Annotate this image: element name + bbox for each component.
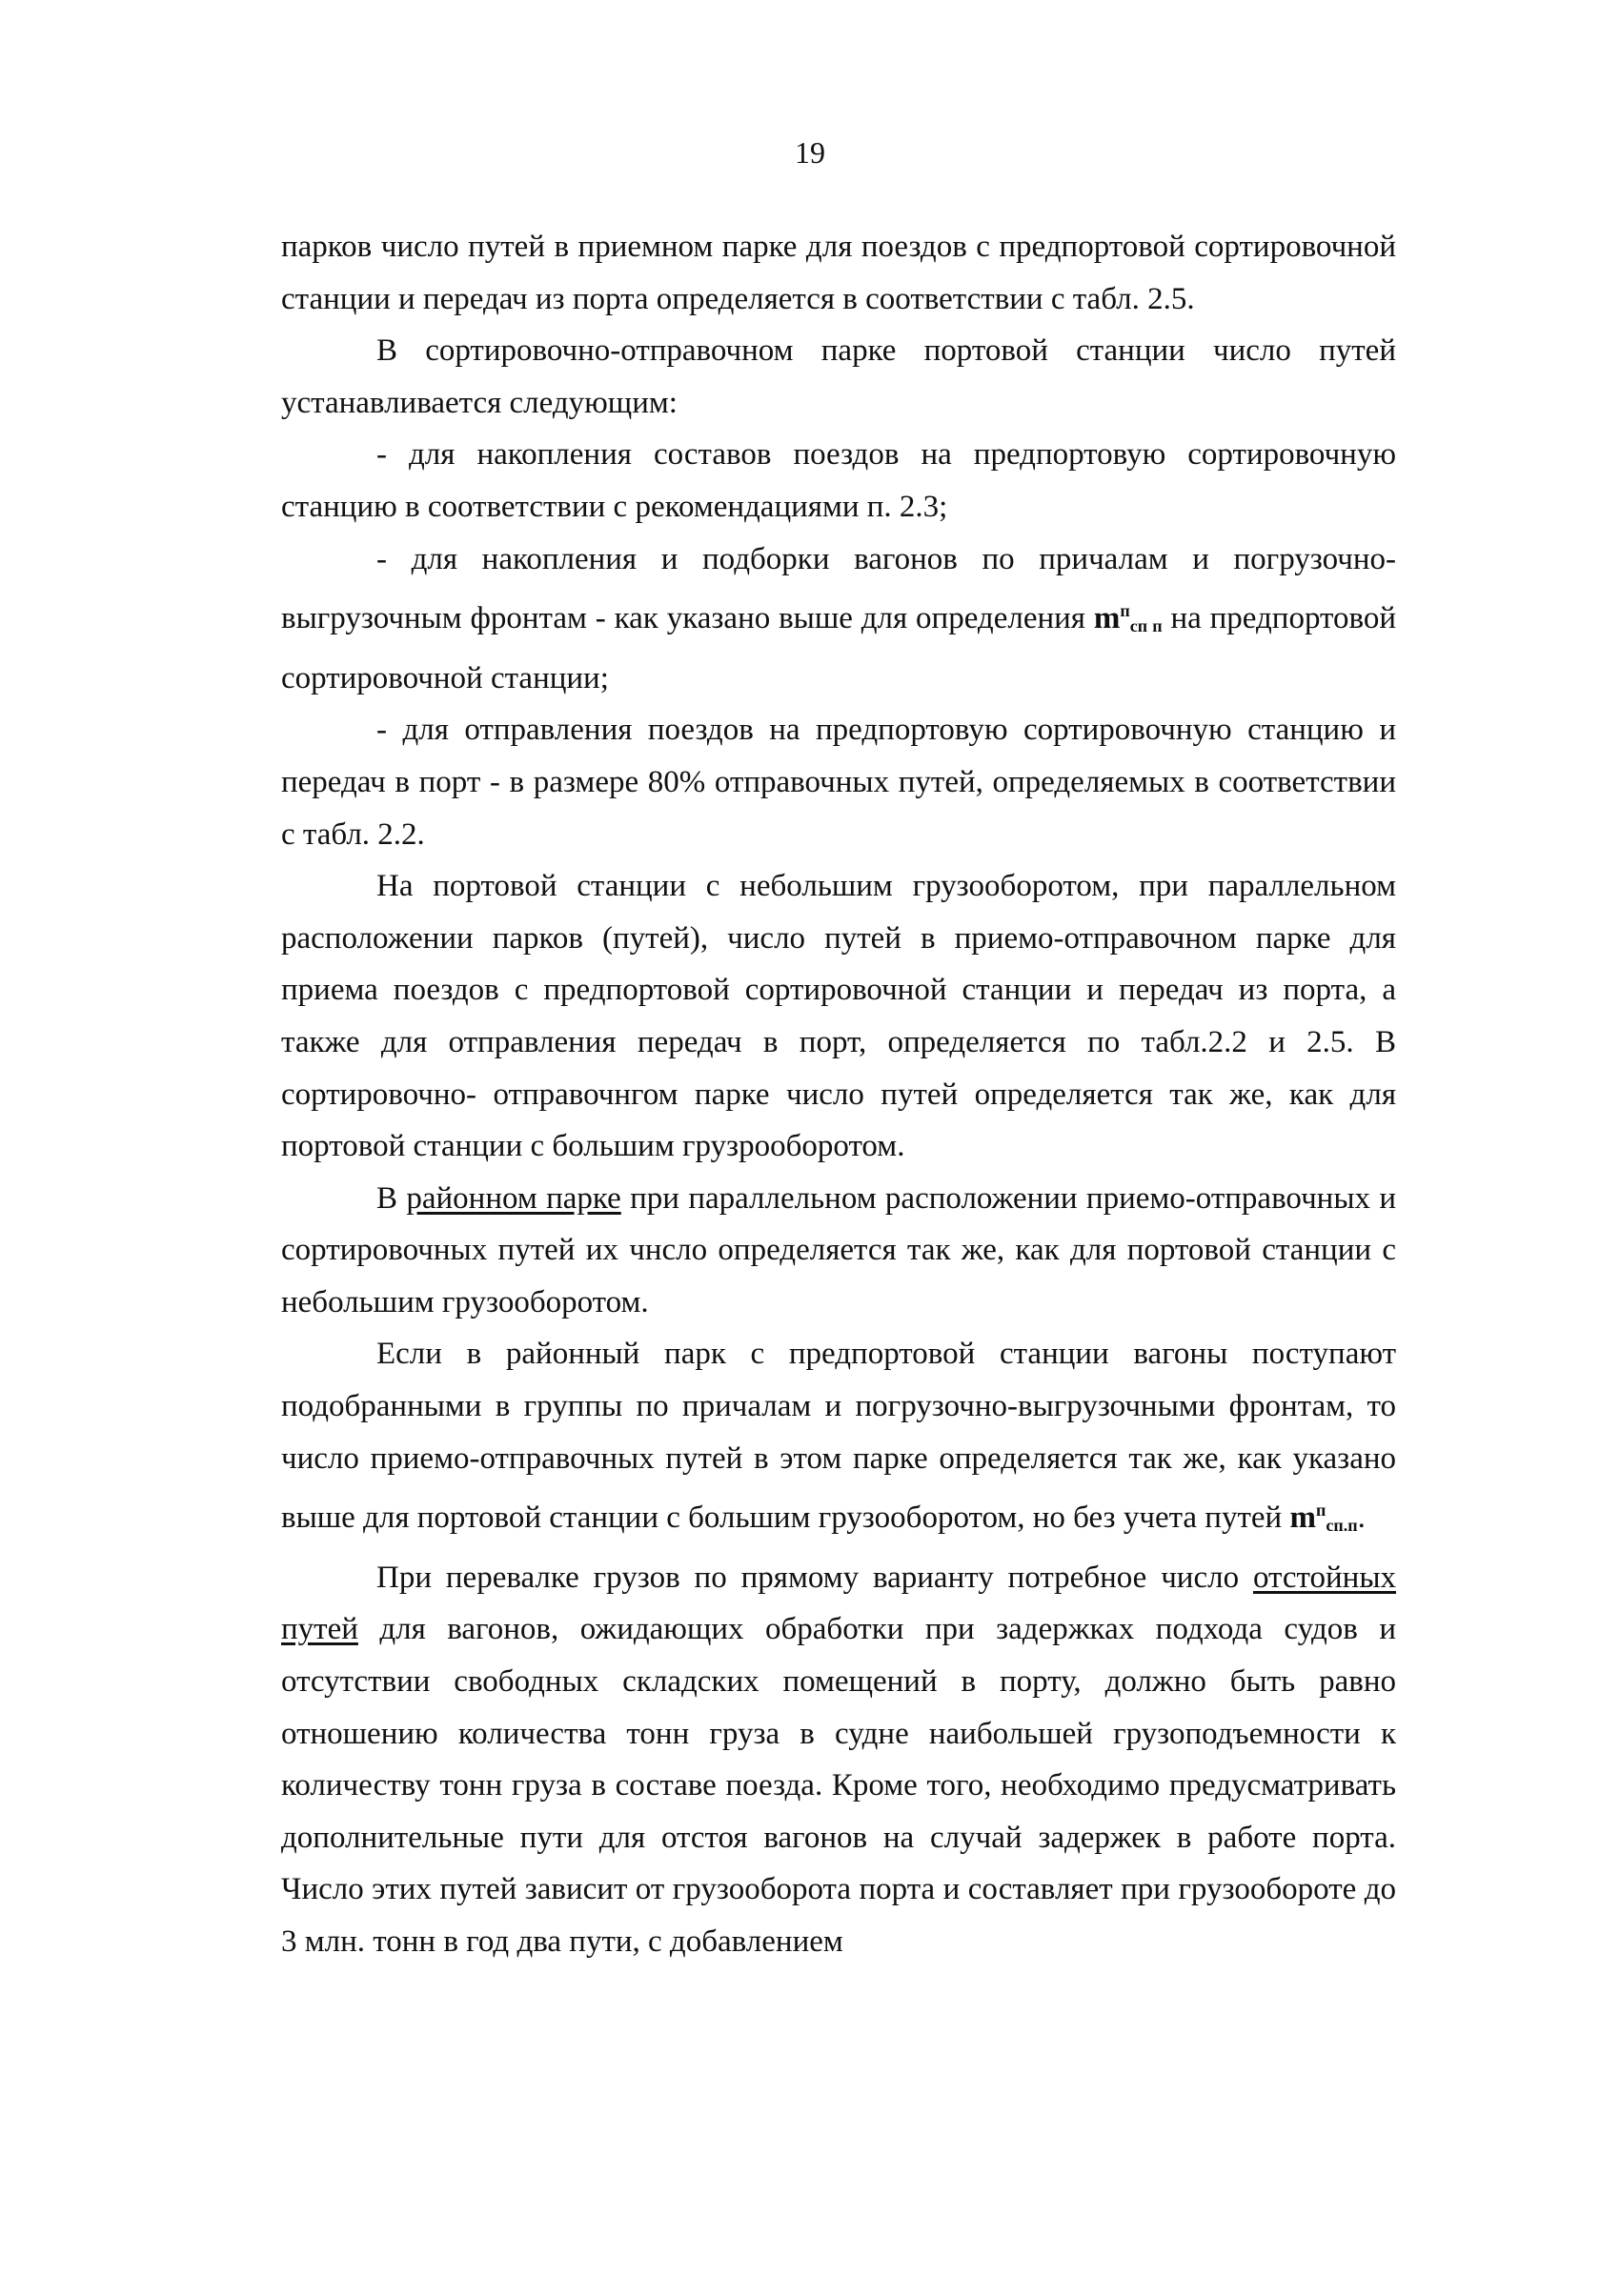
district-park-term: районном парке — [406, 1180, 621, 1216]
grouped-wagons-period: . — [1357, 1500, 1366, 1536]
settling-tracks-text-start: При перевалке грузов по прямому варианту потребное число — [376, 1560, 1240, 1595]
list-item-selection-text-end: на предпортовой сортировочной станции; — [281, 601, 1397, 695]
district-park-text-start: В — [376, 1180, 398, 1216]
body-text — [281, 221, 1396, 1968]
paragraph-district-park — [281, 1173, 1396, 1329]
formula-subscript: сп п — [1129, 616, 1163, 636]
list-item-dispatch: - для отправления поездов на предпортовую сортировочную станцию и передач в порт - в размере 80% отправочных путей, определяемых в соответствии с табл. 2.2. — [281, 713, 1396, 852]
district-park-text-end: при параллельном расположении приемо-отправочных и сортировочных путей их чнсло определяется так же, как для портовой станции с небольшим грузооборотом. — [281, 1180, 1397, 1319]
list-item-selection-text: - для накопления и подборки вагонов по причалам и погрузочно-выгрузочным фронтам - как указано выше для определения — [281, 541, 1396, 636]
formula-superscript: п — [1315, 1500, 1326, 1521]
formula-symbol: m — [1289, 1500, 1316, 1536]
list-item-selection — [281, 534, 1396, 705]
grouped-wagons-text: Если в районный парк с предпортовой станции вагоны поступают подобранными в группы по причалам и погрузочно-выгрузочными фронтам, то число приемо-отправочных путей в этом парке определяется так же, как указано выше для портовой станции с большим грузооборотом, но без учета путей — [281, 1337, 1396, 1536]
paragraph-sorting-park: В сортировочно-отправочном парке портовой станции число путей устанавливается следующим: — [281, 333, 1396, 420]
paragraph-settling-tracks — [281, 1552, 1396, 1968]
paragraph-grouped-wagons — [281, 1328, 1396, 1551]
formula-superscript: п — [1120, 601, 1130, 621]
formula-symbol: m — [1093, 601, 1121, 636]
settling-tracks-term: отстойных путей — [281, 1560, 1396, 1647]
list-item-accumulation: - для накопления составов поездов на предпортовую сортировочную станцию в соответствии с рекомендациями п. 2.3; — [281, 437, 1396, 524]
paragraph-continuation: парков число путей в приемном парке для поездов с предпортовой сортировочной станции и передач из порта определяется в соответствии с табл. 2.5. — [281, 230, 1396, 316]
settling-tracks-text-end: для вагонов, ожидающих обработки при задержках подхода судов и отсутствии свободных складских помещений в порту, должно быть равно отношению количества тонн груза в судне наибольшей грузоподъемности к количеству тонн груза в составе поезда. Кроме того, необходимо предусматривать дополнительные пути для отстоя вагонов на случай задержек в работе порта. Число этих путей зависит от грузооборота порта и составляет при грузообороте до 3 млн. тонн в год два пути, с добавлением — [281, 1612, 1396, 1959]
paragraph-small-turnover: На портовой станции с небольшим грузооборотом, при параллельном расположении парков (путей), число путей в приемо-отправочном парке для приема поездов с предпортовой сортировочной станции и передач из порта, а также для отправления передач в порт, определяется по табл.2.2 и 2.5. В сортировочно- отправочнгом парке число путей определяется так же, как для портовой станции с большим грузрооборотом. — [281, 869, 1396, 1164]
page-number: 19 — [795, 135, 825, 170]
formula-subscript: сп.п — [1326, 1516, 1358, 1536]
formula-m-spp — [1094, 601, 1163, 635]
formula-m-spp-2 — [1289, 1500, 1357, 1535]
